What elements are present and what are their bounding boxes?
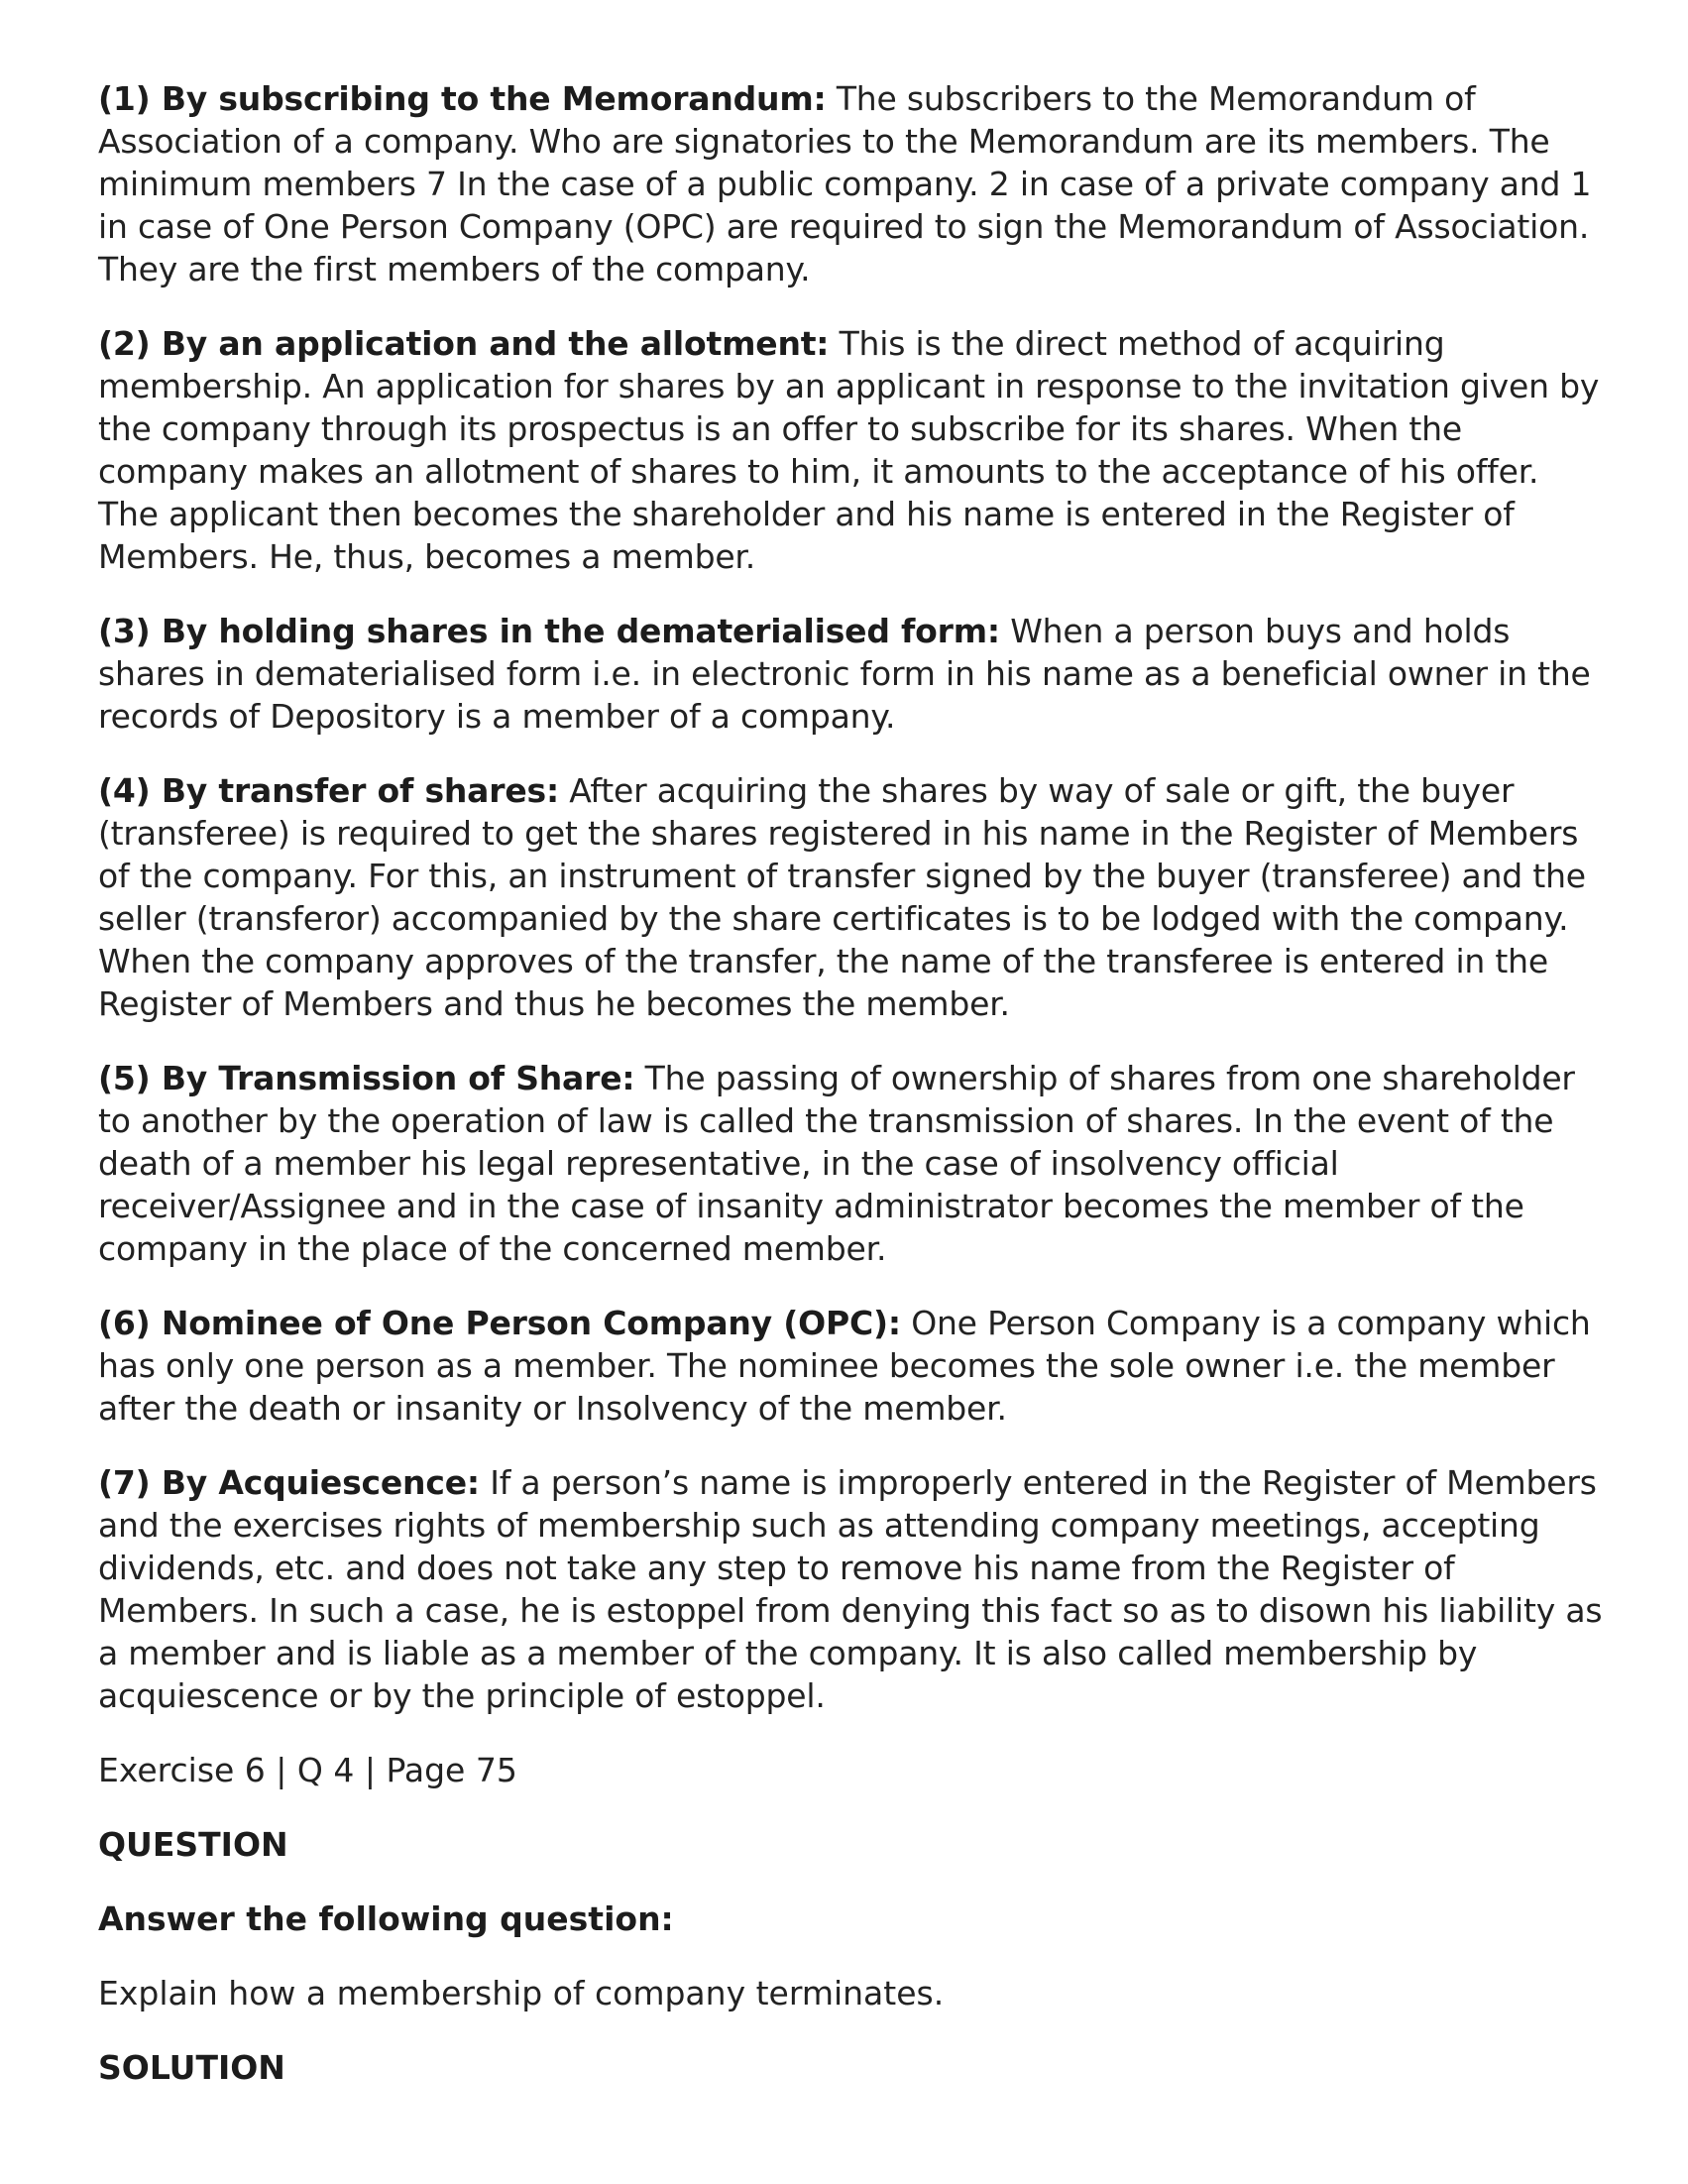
paragraph-text: The passing of ownership of shares from one shareholder to another by the operation of law is called the transmission of shares. In the event of the death of a member his legal representative, in the case of insolvency official receiver/Assignee and in the case of insanity administrator becomes the member of the company in the place of the concerned member. [98,1059,1575,1268]
paragraph-heading: (2) By an application and the allotment: [98,324,830,363]
paragraph-text: After acquiring the shares by way of sale or gift, the buyer (transferee) is required to get the shares registered in his name in the Register of Members of the company. For this, an instrument of transfer signed by the buyer (transferee) and the seller (transferor) accompanied by the share certificates is to be lodged with the company. When the company approves of the transfer, the name of the transferee is entered in the Register of Members and thus he becomes the member. [98,771,1586,1023]
paragraph-acquiescence [98,1461,1605,1717]
paragraph-text: When a person buys and holds shares in dematerialised form i.e. in electronic form in his name as a beneficial owner in the records of Depository is a member of a company. [98,612,1591,736]
paragraph-heading: (1) By subscribing to the Memorandum: [98,79,827,118]
paragraph-dematerialised-form [98,610,1605,738]
paragraph-text: The subscribers to the Memorandum of Association of a company. Who are signatories to the Memorandum are its members. The minimum members 7 In the case of a public company. 2 in case of a private company and 1 in case of One Person Company (OPC) are required to sign the Memorandum of Association. They are the first members of the company. [98,79,1592,288]
paragraph-text: If a person’s name is improperly entered in the Register of Members and the exercises rights of membership such as attending company meetings, accepting dividends, etc. and does not take any step to remove his name from the Register of Members. In such a case, he is estoppel from denying this fact so as to disown his liability as a member and is liable as a member of the company. It is also called membership by acquiescence or by the principle of estoppel. [98,1463,1603,1715]
document-page [98,77,1605,2121]
paragraph-heading: (3) By holding shares in the dematerialised form: [98,612,1000,650]
paragraph-text: One Person Company is a company which has only one person as a member. The nominee becomes the sole owner i.e. the member after the death or insanity or Insolvency of the member. [98,1304,1591,1428]
paragraph-heading: (7) By Acquiescence: [98,1463,480,1502]
solution-label: SOLUTION [98,2048,285,2087]
paragraph-subscribing-memorandum [98,77,1605,290]
paragraph-text: This is the direct method of acquiring membership. An application for shares by an applicant in response to the invitation given by the company through its prospectus is an offer to subscribe for its shares. When the company makes an allotment of shares to him, it amounts to the acceptance of his offer. The applicant then becomes the shareholder and his name is entered in the Register of Members. He, thus, becomes a member. [98,324,1600,576]
paragraph-heading: (4) By transfer of shares: [98,771,559,810]
paragraph-transfer-of-shares [98,769,1605,1025]
question-text: Explain how a membership of company terminates. [98,1974,945,2012]
paragraph-heading: (5) By Transmission of Share: [98,1059,635,1097]
paragraph-heading: (6) Nominee of One Person Company (OPC): [98,1304,901,1342]
paragraph-nominee-opc [98,1302,1605,1430]
paragraph-application-allotment [98,322,1605,578]
exercise-reference: Exercise 6 | Q 4 | Page 75 [98,1751,517,1789]
question-instruction: Answer the following question: [98,1899,674,1938]
question-label: QUESTION [98,1825,288,1864]
paragraph-transmission-of-share [98,1057,1605,1270]
